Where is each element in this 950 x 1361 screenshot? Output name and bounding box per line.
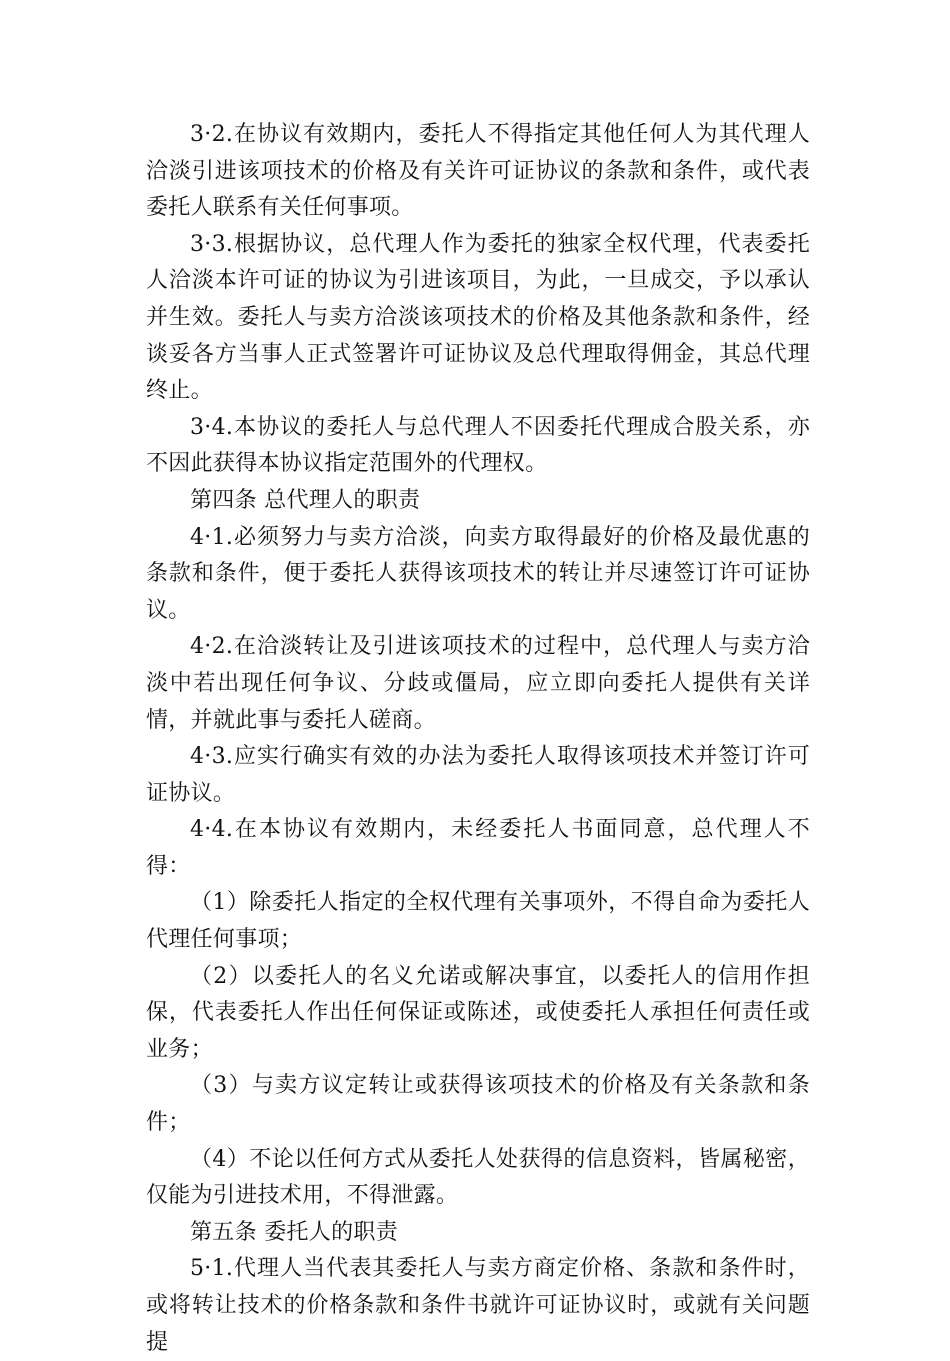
clause-4-3: 4·3.应实行确实有效的办法为委托人取得该项技术并签订许可证协议。: [146, 744, 810, 806]
clause-4-2: 4·2.在洽淡转让及引进该项技术的过程中，总代理人与卖方洽淡中若出现任何争议、分歧或僵局，应立即向委托人提供有关详情，并就此事与委托人磋商。: [146, 634, 810, 733]
clause-4-4-item-3: （3）与卖方议定转让或获得该项技术的价格及有关条款和条件；: [146, 1073, 810, 1136]
clause-4-4: 4·4.在本协议有效期内，未经委托人书面同意，总代理人不得：: [146, 817, 810, 879]
clause-4-4-item-4: （4）不论以任何方式从委托人处获得的信息资料，皆属秘密，仅能为引进技术用，不得泄露。: [146, 1146, 810, 1209]
article-5-heading: 第五条 委托人的职责: [190, 1219, 398, 1245]
clause-3-2: 3·2.在协议有效期内，委托人不得指定其他任何人为其代理人洽淡引进该项技术的价格及有关许可证协议的条款和条件，或代表委托人联系有关任何事项。: [146, 122, 810, 221]
clause-3-4: 3·4.本协议的委托人与总代理人不因委托代理成合股关系，亦不因此获得本协议指定范围外的代理权。: [146, 414, 810, 477]
clause-4-1: 4·1.必须努力与卖方洽淡，向卖方取得最好的价格及最优惠的条款和条件，便于委托人获得该项技术的转让并尽速签订许可证协议。: [146, 524, 810, 623]
clause-4-4-item-2: （2）以委托人的名义允诺或解决事宜，以委托人的信用作担保，代表委托人作出任何保证或陈述，或使委托人承担任何责任或业务；: [146, 963, 810, 1062]
clause-3-3: 3·3.根据协议，总代理人作为委托的独家全权代理，代表委托人洽淡本许可证的协议为引进该项目，为此，一旦成交，予以承认并生效。委托人与卖方洽淡该项技术的价格及其他条款和条件，经谈妥各方当事人正式签署许可证协议及总代理取得佣金，其总代理终止。: [146, 231, 810, 404]
clause-5-1: 5·1.代理人当代表其委托人与卖方商定价格、条款和条件时，或将转让技术的价格条款和条件书就许可证协议时，或就有关问题提: [146, 1256, 810, 1355]
article-4-heading: 第四条 总代理人的职责: [190, 487, 421, 513]
clause-4-4-item-1: （1）除委托人指定的全权代理有关事项外，不得自命为委托人代理任何事项；: [146, 890, 810, 953]
document-body: [146, 117, 810, 1361]
